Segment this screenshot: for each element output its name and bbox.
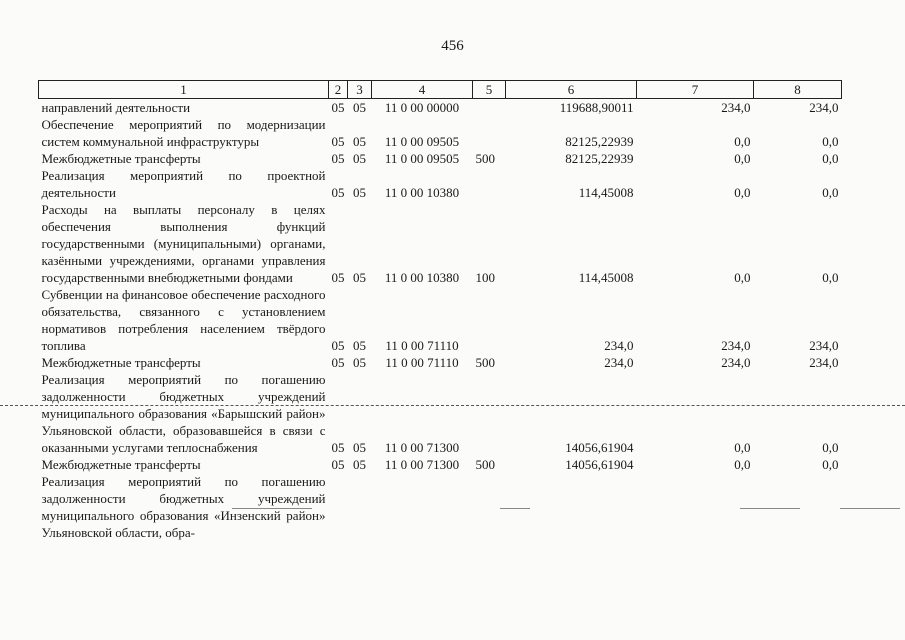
row-cell-c6: 234,0 <box>604 355 634 370</box>
column-header: 6 <box>506 81 637 99</box>
column-header: 7 <box>637 81 754 99</box>
scan-artifact-line <box>740 508 800 509</box>
row-cell-c3: 05 <box>353 151 366 166</box>
row-cell-c5: 100 <box>475 270 495 285</box>
row-cell-c5 <box>473 116 506 150</box>
row-cell-c4: 11 0 00 09505 <box>384 134 460 149</box>
row-cell-c2: 05 <box>331 338 345 353</box>
row-cell-c5: 500 <box>475 355 495 370</box>
row-cell-c4: 11 0 00 71300 <box>384 457 460 472</box>
row-cell-c8: 0,0 <box>822 151 839 166</box>
row-cell-c6: 114,45008 <box>578 270 634 285</box>
row-cell-c6: 82125,22939 <box>565 134 634 149</box>
row-cell-c5 <box>473 473 506 541</box>
row-cell-c7: 0,0 <box>734 457 751 472</box>
row-cell-c3: 05 <box>353 134 366 149</box>
row-cell-c6: 114,45008 <box>578 185 634 200</box>
row-cell-c2: 05 <box>331 151 345 166</box>
row-cell-c3: 05 <box>353 270 366 285</box>
row-cell-c6: 82125,22939 <box>565 151 634 166</box>
row-cell-c3: 05 <box>353 185 366 200</box>
scan-artifact-line <box>500 508 530 509</box>
row-cell-c2: 05 <box>331 457 345 472</box>
row-cell-c7: 234,0 <box>721 355 751 370</box>
table-row <box>39 150 842 167</box>
row-cell-c8: 0,0 <box>822 185 839 200</box>
row-cell-c7: 0,0 <box>734 185 751 200</box>
row-cell-c2: 05 <box>331 355 345 370</box>
table-row <box>39 286 842 354</box>
row-cell-c6: 14056,61904 <box>565 440 634 455</box>
row-cell-c4: 11 0 00 09505 <box>384 151 460 166</box>
row-cell-c8: 234,0 <box>809 355 839 370</box>
page-number: 456 <box>441 38 464 54</box>
scan-artifact-line <box>0 405 905 406</box>
row-cell-c3 <box>348 473 372 541</box>
row-cell-c7: 0,0 <box>734 134 751 149</box>
row-cell-c7: 234,0 <box>721 338 751 353</box>
table-row <box>39 99 842 117</box>
row-cell-c4: 11 0 00 00000 <box>384 100 460 115</box>
row-cell-c7 <box>637 473 754 541</box>
row-cell-c3: 05 <box>353 355 366 370</box>
table-row <box>39 167 842 201</box>
column-header: 4 <box>372 81 473 99</box>
row-cell-c2: 05 <box>331 185 345 200</box>
row-cell-c4: 11 0 00 10380 <box>384 270 460 285</box>
column-header: 2 <box>329 81 348 99</box>
row-description: Реализация мероприятий по погашению задолженности бюджетных учреждений муниципального образования «Барышский район» Ульяновской области, образовавшейся в связи с оказанными услугами теплоснабжения <box>41 372 326 455</box>
row-description: Расходы на выплаты персоналу в целях обеспечения выполнения функций государственными (муниципальными) органами, казёнными учреждениями, органами управления государственными внебюджетными фондами <box>41 202 326 285</box>
row-cell-c5: 500 <box>475 457 495 472</box>
table-row <box>39 116 842 150</box>
row-description: Межбюджетные трансферты <box>41 457 201 472</box>
row-cell-c6: 14056,61904 <box>565 457 634 472</box>
row-description: Реализация мероприятий по проектной деятельности <box>41 168 326 200</box>
scan-artifact-line <box>232 508 312 509</box>
table-row <box>39 201 842 286</box>
row-cell-c5 <box>473 371 506 456</box>
row-cell-c3: 05 <box>353 457 366 472</box>
row-cell-c8: 0,0 <box>822 457 839 472</box>
row-cell-c4: 11 0 00 71110 <box>385 338 459 353</box>
row-cell-c4 <box>372 473 473 541</box>
row-cell-c7: 0,0 <box>734 270 751 285</box>
column-header: 5 <box>473 81 506 99</box>
row-cell-c8: 0,0 <box>822 134 839 149</box>
row-description: Обеспечение мероприятий по модернизации систем коммунальной инфраструктуры <box>41 117 326 149</box>
column-header: 3 <box>348 81 372 99</box>
table-header-row <box>39 81 842 99</box>
row-cell-c2 <box>329 473 348 541</box>
row-cell-c3: 05 <box>353 100 366 115</box>
row-description: Реализация мероприятий по погашению задолженности бюджетных учреждений муниципального образования «Инзенский район» Ульяновской области, обра- <box>41 474 326 540</box>
row-cell-c6: 119688,90011 <box>559 100 634 115</box>
table-row <box>39 456 842 473</box>
row-cell-c6 <box>506 473 637 541</box>
row-cell-c4: 11 0 00 10380 <box>384 185 460 200</box>
row-cell-c8: 234,0 <box>809 100 839 115</box>
row-cell-c8: 0,0 <box>822 440 839 455</box>
row-cell-c8: 0,0 <box>822 270 839 285</box>
row-description: направлений деятельности <box>41 100 191 115</box>
row-cell-c3: 05 <box>353 440 366 455</box>
row-cell-c5 <box>473 99 506 117</box>
row-cell-c4: 11 0 00 71110 <box>385 355 459 370</box>
row-cell-c5: 500 <box>475 151 495 166</box>
row-description: Межбюджетные трансферты <box>41 355 201 370</box>
row-cell-c8: 234,0 <box>809 338 839 353</box>
row-cell-c5 <box>473 286 506 354</box>
row-description: Межбюджетные трансферты <box>41 151 201 166</box>
table-row <box>39 371 842 456</box>
row-cell-c2: 05 <box>331 270 345 285</box>
row-cell-c5 <box>473 167 506 201</box>
row-cell-c3: 05 <box>353 338 366 353</box>
table-row <box>39 473 842 541</box>
row-cell-c2: 05 <box>331 134 345 149</box>
column-header: 8 <box>754 81 842 99</box>
column-header: 1 <box>39 81 329 99</box>
scan-artifact-line <box>840 508 900 509</box>
row-cell-c7: 0,0 <box>734 440 751 455</box>
budget-table <box>38 80 842 541</box>
row-cell-c7: 0,0 <box>734 151 751 166</box>
row-cell-c2: 05 <box>331 440 345 455</box>
row-cell-c4: 11 0 00 71300 <box>384 440 460 455</box>
row-cell-c8 <box>754 473 842 541</box>
row-description: Субвенции на финансовое обеспечение расходного обязательства, связанного с установлением нормативов потребления населением твёрдого топлива <box>41 287 326 353</box>
table-row <box>39 354 842 371</box>
row-cell-c2: 05 <box>331 100 345 115</box>
row-cell-c6: 234,0 <box>604 338 634 353</box>
row-cell-c7: 234,0 <box>721 100 751 115</box>
